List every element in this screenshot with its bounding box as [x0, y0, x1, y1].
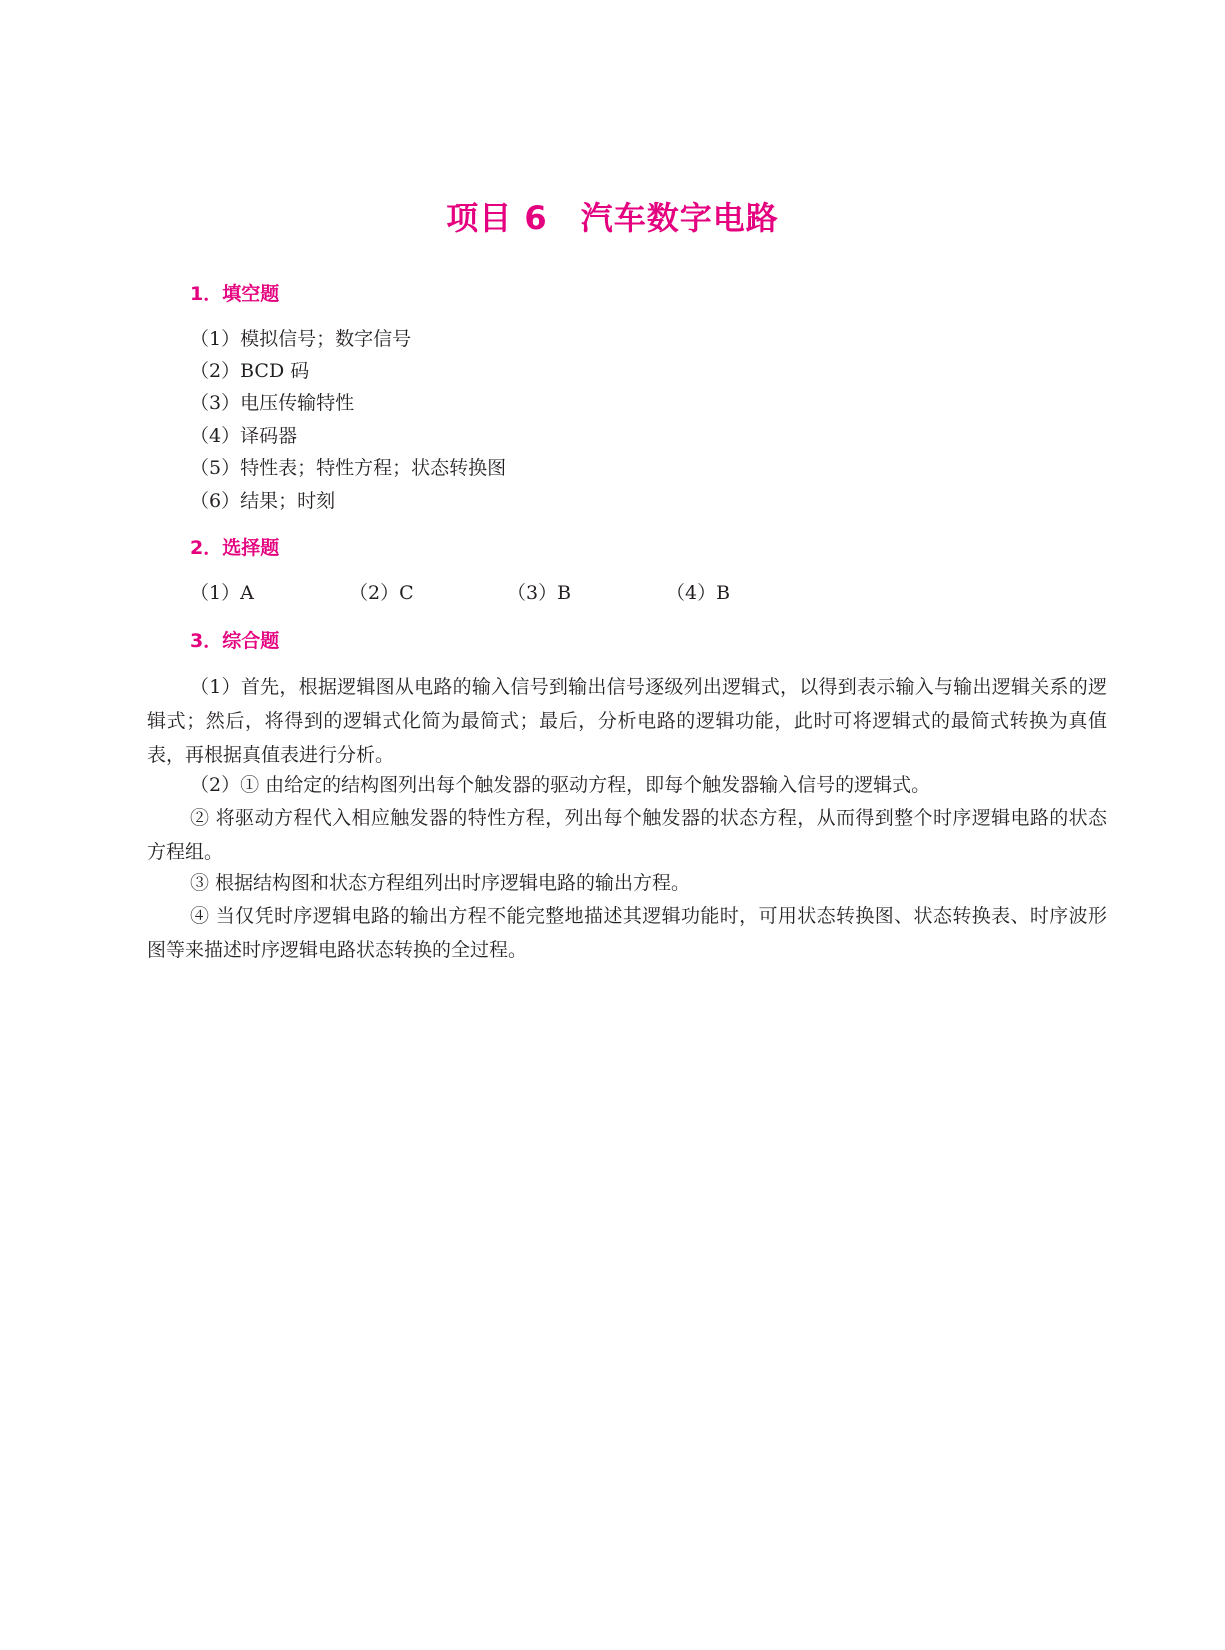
section-heading-choice: 2．选择题	[190, 537, 280, 559]
answer-line: （1）模拟信号；数字信号	[190, 328, 412, 350]
answer-line: （5）特性表；特性方程；状态转换图	[190, 457, 507, 479]
answer-paragraph: （2）① 由给定的结构图列出每个触发器的驱动方程，即每个触发器输入信号的逻辑式。	[190, 774, 931, 796]
answer-paragraph: ③ 根据结构图和状态方程组列出时序逻辑电路的输出方程。	[190, 872, 691, 894]
page-title: 项目 6 汽车数字电路	[446, 199, 779, 237]
answer-line: （4）译码器	[190, 425, 298, 447]
choice-answer: （4）B	[666, 582, 731, 604]
answer-line: （3）电压传输特性	[190, 392, 355, 414]
answer-line: （6）结果；时刻	[190, 490, 336, 512]
section-heading-comprehensive: 3．综合题	[190, 630, 280, 652]
answer-line: （2）BCD 码	[190, 360, 310, 382]
answer-paragraph: ④ 当仅凭时序逻辑电路的输出方程不能完整地描述其逻辑功能时，可用状态转换图、状态转换表、时序波形图等来描述时序逻辑电路状态转换的全过程。	[147, 905, 1107, 961]
choice-answer: （1）A	[190, 582, 254, 604]
section-heading-fill-in: 1．填空题	[190, 283, 280, 305]
answer-paragraph: （1）首先，根据逻辑图从电路的输入信号到输出信号逐级列出逻辑式，以得到表示输入与输出逻辑关系的逻辑式；然后，将得到的逻辑式化简为最简式；最后，分析电路的逻辑功能，此时可将逻辑式的最简式转换为真值表，再根据真值表进行分析。	[147, 676, 1107, 766]
choice-answer: （2）C	[349, 582, 414, 604]
choice-answer: （3）B	[507, 582, 572, 604]
answer-paragraph: ② 将驱动方程代入相应触发器的特性方程，列出每个触发器的状态方程，从而得到整个时序逻辑电路的状态方程组。	[147, 807, 1107, 863]
